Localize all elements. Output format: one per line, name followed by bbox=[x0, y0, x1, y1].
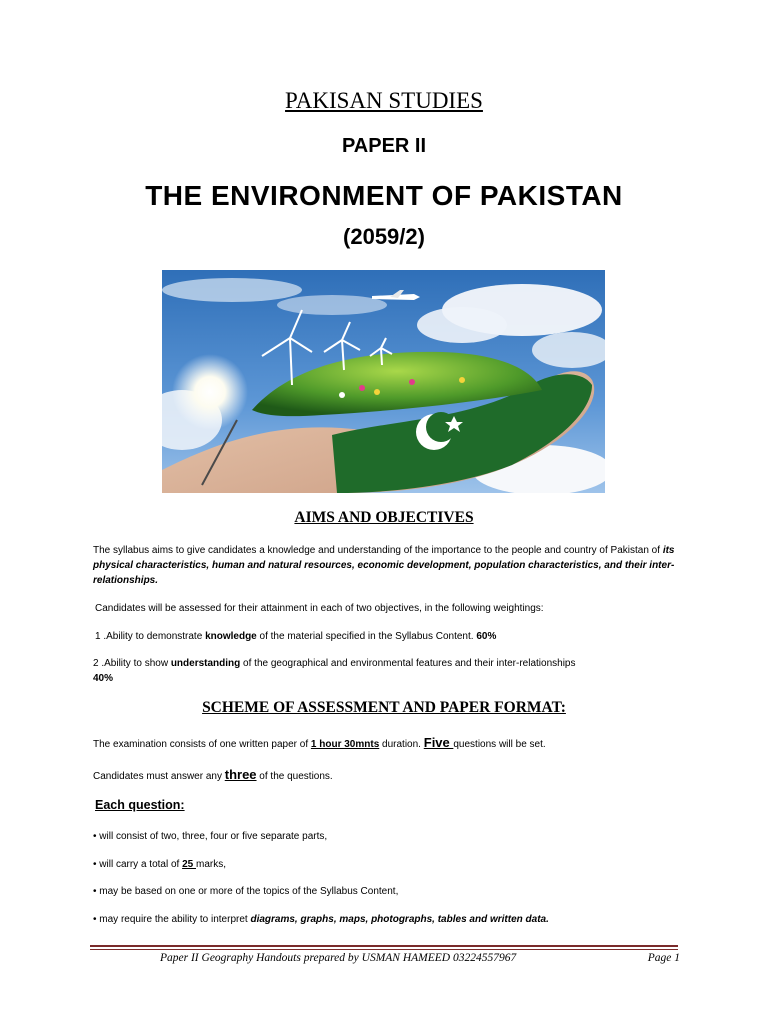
answer-three: three bbox=[224, 767, 257, 782]
bullet-marks bbox=[93, 857, 683, 872]
answer-rule-pre: Candidates must answer any bbox=[93, 771, 225, 782]
bullet-topics: • may be based on one or more of the topics of the Syllabus Content, bbox=[93, 886, 399, 897]
each-question-heading: Each question: bbox=[95, 798, 185, 812]
exam-five: Five bbox=[423, 735, 454, 750]
bullet-marks-number: 25 bbox=[182, 859, 196, 870]
aims-heading: AIMS AND OBJECTIVES bbox=[294, 509, 474, 526]
objective-2-pre: 2 .Ability to show bbox=[93, 658, 171, 669]
exam-format-mid: duration. bbox=[379, 739, 424, 750]
objective-2-weight: 40% bbox=[93, 673, 114, 684]
bullet-interpret-emphasis: diagrams, graphs, maps, photographs, tables and written data. bbox=[250, 914, 549, 925]
aims-intro-text: The syllabus aims to give candidates a knowledge and understanding of the importance to the people and country of Pakistan of bbox=[93, 545, 663, 556]
subject-title: PAKISAN STUDIES bbox=[285, 88, 483, 113]
syllabus-code: (2059/2) bbox=[343, 224, 425, 249]
footer-rule-thin bbox=[90, 949, 678, 950]
footer-rule bbox=[90, 945, 678, 947]
page-number: Page 1 bbox=[647, 952, 680, 964]
objective-1-weight: 60% bbox=[476, 631, 497, 642]
exam-format-pre: The examination consists of one written paper of bbox=[93, 739, 311, 750]
objective-1-pre: 1 .Ability to demonstrate bbox=[95, 631, 206, 642]
exam-format bbox=[93, 735, 683, 752]
objective-2 bbox=[93, 656, 683, 686]
objective-2-post: of the geographical and environmental features and their inter-relationships bbox=[240, 658, 576, 669]
objective-1 bbox=[95, 629, 685, 644]
aims-intro bbox=[93, 543, 683, 588]
objective-1-key: knowledge bbox=[205, 631, 257, 642]
environment-illustration bbox=[162, 270, 605, 493]
bullet-interpret bbox=[93, 912, 683, 927]
document-title: THE ENVIRONMENT OF PAKISTAN bbox=[145, 180, 623, 211]
objective-2-key: understanding bbox=[170, 658, 241, 669]
bullet-parts: • will consist of two, three, four or five separate parts, bbox=[93, 831, 328, 842]
bullet-interpret-pre: • may require the ability to interpret bbox=[93, 914, 251, 925]
aims-intro-emphasis: its physical characteristics, human and natural resources, economic development, population characteristics, and their inter-relationships. bbox=[93, 545, 675, 586]
footer-credit: Paper II Geography Handouts prepared by USMAN HAMEED 03224557967 bbox=[160, 952, 517, 964]
assessment-line: Candidates will be assessed for their attainment in each of two objectives, in the following weightings: bbox=[95, 603, 544, 614]
paper-label: PAPER II bbox=[341, 135, 427, 157]
answer-rule bbox=[93, 767, 683, 784]
bullet-marks-pre: • will carry a total of bbox=[93, 859, 183, 870]
exam-duration: 1 hour 30mnts bbox=[310, 739, 380, 750]
exam-format-post: questions will be set. bbox=[453, 739, 546, 750]
answer-rule-post: of the questions. bbox=[256, 771, 333, 782]
page-footer bbox=[160, 952, 680, 964]
bullet-marks-post: marks, bbox=[196, 859, 226, 870]
scheme-heading: SCHEME OF ASSESSMENT AND PAPER FORMAT: bbox=[202, 699, 566, 716]
objective-1-post: of the material specified in the Syllabus Content. bbox=[256, 631, 477, 642]
